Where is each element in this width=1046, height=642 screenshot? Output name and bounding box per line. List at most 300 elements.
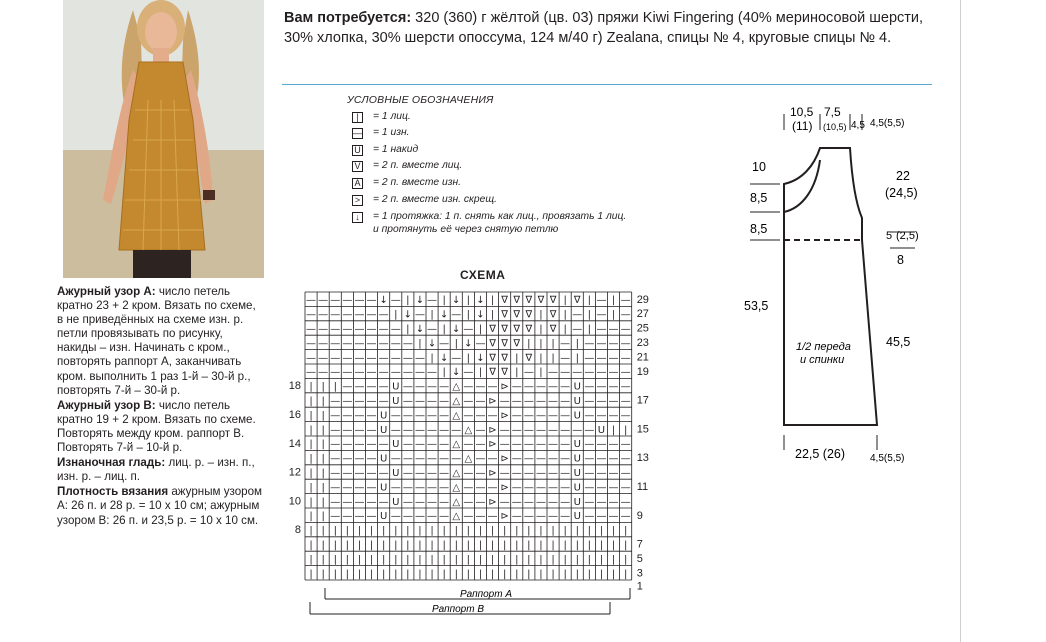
gauge-paragraph bbox=[57, 485, 263, 527]
chart-stitch: U bbox=[573, 410, 581, 422]
chart-stitch: | bbox=[442, 568, 446, 580]
chart-stitch: | bbox=[357, 554, 362, 566]
chart-stitch: — bbox=[414, 352, 425, 364]
chart-stitch: — bbox=[342, 511, 353, 523]
yarnover-symbol-icon: U bbox=[352, 145, 363, 156]
chart-stitch: — bbox=[378, 324, 389, 336]
chart-stitch: — bbox=[584, 381, 595, 393]
chart-stitch: — bbox=[414, 439, 425, 451]
chart-stitch: | bbox=[321, 453, 325, 465]
chart-stitch: — bbox=[439, 338, 450, 350]
chart-stitch: | bbox=[454, 338, 458, 350]
row-number: 14 bbox=[288, 437, 301, 450]
chart-stitch: | bbox=[563, 525, 567, 537]
chart-stitch: — bbox=[620, 338, 631, 350]
chart-stitch: — bbox=[330, 324, 341, 336]
chart-stitch: ∇ bbox=[525, 295, 533, 307]
chart-stitch: — bbox=[451, 352, 462, 364]
chart-stitch: — bbox=[330, 396, 341, 408]
chart-stitch: — bbox=[596, 511, 607, 523]
chart-stitch: | bbox=[309, 424, 313, 436]
chart-stitch: ↓ bbox=[379, 295, 388, 307]
chart-stitch: U bbox=[379, 511, 388, 523]
chart-stitch: — bbox=[427, 295, 438, 307]
chart-stitch: | bbox=[515, 525, 519, 537]
chart-stitch: | bbox=[611, 540, 616, 552]
chart-stitch: — bbox=[306, 309, 317, 321]
legend-text: = 1 изн. bbox=[373, 127, 410, 138]
chart-stitch: ↓ bbox=[439, 309, 449, 321]
purl-symbol-icon: — bbox=[353, 128, 362, 138]
chart-stitch: — bbox=[535, 482, 546, 494]
chart-stitch: | bbox=[309, 540, 313, 552]
chart-stitch: | bbox=[490, 309, 495, 321]
chart-stitch: | bbox=[406, 568, 410, 580]
chart-stitch: — bbox=[402, 453, 413, 465]
chart-stitch: — bbox=[354, 309, 365, 321]
chart-stitch: — bbox=[378, 338, 389, 350]
row-number: 10 bbox=[288, 495, 301, 508]
chart-stitch: — bbox=[342, 424, 353, 436]
chart-stitch: — bbox=[354, 511, 365, 523]
dim-bottom-2: 4,5(5,5) bbox=[870, 453, 905, 464]
chart-stitch: | bbox=[490, 295, 495, 307]
chart-stitch: | bbox=[599, 568, 604, 580]
row-number: 3 bbox=[636, 567, 643, 580]
repeat-b-label: Раппорт В bbox=[432, 604, 485, 615]
chart-stitch: ⊳ bbox=[488, 439, 497, 451]
chart-stitch: — bbox=[330, 309, 341, 321]
chart-stitch: | bbox=[539, 324, 543, 336]
chart-stitch: — bbox=[366, 352, 377, 364]
chart-stitch: — bbox=[439, 424, 450, 436]
chart-stitch: — bbox=[560, 453, 571, 465]
chart-stitch: — bbox=[487, 511, 498, 523]
chart-stitch: — bbox=[390, 410, 401, 422]
chart-stitch: — bbox=[439, 482, 450, 494]
chart-stitch: — bbox=[511, 468, 522, 480]
dim-left-85b: 8,5 bbox=[750, 222, 768, 236]
chart-stitch: — bbox=[584, 482, 595, 494]
chart-stitch: — bbox=[596, 439, 607, 451]
chart-stitch: — bbox=[390, 482, 401, 494]
chart-stitch: | bbox=[321, 396, 325, 408]
chart-stitch: | bbox=[381, 540, 386, 552]
p2tog-symbol-icon: A bbox=[352, 178, 363, 189]
chart-stitch: △ bbox=[452, 496, 461, 508]
chart-stitch: U bbox=[573, 511, 581, 523]
chart-stitch: — bbox=[608, 482, 619, 494]
row-number: 16 bbox=[288, 409, 301, 421]
chart-grid bbox=[305, 292, 632, 580]
chart-stitch: — bbox=[427, 511, 438, 523]
chart-stitch: — bbox=[463, 482, 474, 494]
chart-stitch: — bbox=[427, 496, 438, 508]
chart-stitch: — bbox=[342, 496, 353, 508]
chart-stitch: — bbox=[366, 295, 377, 307]
chart-stitch: — bbox=[523, 482, 534, 494]
chart-stitch: — bbox=[548, 424, 559, 436]
chart-stitch: ∇ bbox=[513, 324, 521, 336]
chart-stitch: — bbox=[366, 511, 377, 523]
chart-stitch: — bbox=[414, 367, 425, 379]
chart-stitch: — bbox=[463, 468, 474, 480]
chart-stitch: — bbox=[620, 367, 631, 379]
chart-stitch: | bbox=[321, 482, 325, 494]
chart-stitch: ↓ bbox=[427, 338, 437, 350]
chart-stitch: — bbox=[306, 367, 317, 379]
chart-stitch: — bbox=[572, 367, 583, 379]
chart-stitch: — bbox=[427, 439, 438, 451]
chart-stitch: — bbox=[342, 295, 353, 307]
pattern-b-paragraph bbox=[57, 399, 263, 455]
chart-stitch: — bbox=[439, 410, 450, 422]
chart-stitch: ∇ bbox=[501, 352, 509, 364]
chart-stitch: — bbox=[487, 482, 498, 494]
chart-stitch: | bbox=[454, 525, 458, 537]
chart-stitch: — bbox=[366, 381, 377, 393]
chart-stitch: ↓ bbox=[476, 352, 485, 364]
chart-stitch: — bbox=[354, 324, 365, 336]
chart-stitch: | bbox=[309, 396, 313, 408]
chart-stitch: | bbox=[539, 367, 543, 379]
chart-stitch: | bbox=[551, 554, 555, 566]
chart-stitch: — bbox=[584, 496, 595, 508]
chart-stitch: | bbox=[551, 525, 555, 537]
chart-stitch: — bbox=[596, 396, 607, 408]
chart-stitch: | bbox=[466, 525, 471, 537]
chart-stitch: | bbox=[357, 525, 362, 537]
chart-stitch: | bbox=[345, 554, 350, 566]
chart-stitch: ↓ bbox=[452, 295, 461, 307]
chart-stitch: — bbox=[475, 381, 486, 393]
chart-stitch: ⊳ bbox=[488, 396, 497, 408]
chart-stitch: — bbox=[596, 352, 607, 364]
chart-stitch: — bbox=[318, 367, 329, 379]
chart-stitch: — bbox=[596, 453, 607, 465]
chart-stitch: | bbox=[515, 352, 519, 364]
chart-stitch: ↓ bbox=[476, 295, 485, 307]
chart-stitch: — bbox=[608, 410, 619, 422]
chart-stitch: — bbox=[560, 396, 571, 408]
row-number: 12 bbox=[288, 466, 301, 479]
chart-stitch: | bbox=[539, 554, 543, 566]
chart-stitch: U bbox=[573, 496, 581, 508]
chart-stitch: — bbox=[318, 352, 329, 364]
diagram-label-1: 1/2 переда bbox=[796, 341, 851, 353]
chart-stitch: — bbox=[560, 424, 571, 436]
chart-stitch: — bbox=[354, 381, 365, 393]
chart-stitch: ∇ bbox=[537, 295, 545, 307]
chart-stitch: | bbox=[442, 554, 446, 566]
chart-stitch: — bbox=[523, 381, 534, 393]
chart-stitch: — bbox=[523, 511, 534, 523]
row-number: 11 bbox=[636, 481, 649, 493]
chart-stitch: — bbox=[439, 396, 450, 408]
chart-stitch: | bbox=[369, 554, 374, 566]
chart-stitch: — bbox=[390, 295, 401, 307]
chart-stitch: | bbox=[587, 525, 592, 537]
chart-stitch: — bbox=[511, 511, 522, 523]
chart-stitch: — bbox=[354, 439, 365, 451]
chart-stitch: | bbox=[430, 525, 434, 537]
chart-stitch: — bbox=[330, 367, 341, 379]
chart-stitch: — bbox=[608, 352, 619, 364]
chart-stitch: U bbox=[573, 439, 581, 451]
chart-stitch: — bbox=[475, 482, 486, 494]
legend-text-continued: и протянуть её через снятую петлю bbox=[373, 224, 559, 235]
chart-stitch: | bbox=[563, 554, 567, 566]
chart-stitch: — bbox=[584, 396, 595, 408]
chart-stitch: — bbox=[548, 482, 559, 494]
chart-stitch: | bbox=[309, 496, 313, 508]
chart-stitch: — bbox=[475, 424, 486, 436]
chart-stitch: — bbox=[402, 424, 413, 436]
chart-stitch: — bbox=[402, 439, 413, 451]
chart-stitch: | bbox=[466, 309, 471, 321]
chart-stitch: ⊳ bbox=[488, 424, 497, 436]
chart-stitch: △ bbox=[452, 482, 461, 494]
chart-stitch: | bbox=[502, 525, 507, 537]
chart-stitch: | bbox=[394, 309, 398, 321]
chart-stitch: — bbox=[463, 511, 474, 523]
chart-stitch: — bbox=[427, 381, 438, 393]
chart-stitch: — bbox=[523, 439, 534, 451]
chart-stitch: — bbox=[439, 453, 450, 465]
chart-stitch: — bbox=[523, 396, 534, 408]
chart-stitch: — bbox=[596, 367, 607, 379]
chart-stitch: | bbox=[623, 568, 628, 580]
chart-stitch: — bbox=[390, 424, 401, 436]
dim-bottom-1: 22,5 (26) bbox=[795, 447, 846, 461]
chart-stitch: — bbox=[584, 453, 595, 465]
pattern-a-label: Ажурный узор А: bbox=[57, 285, 156, 298]
chart-stitch: — bbox=[620, 324, 631, 336]
chart-stitch: — bbox=[318, 324, 329, 336]
chart-stitch: — bbox=[451, 309, 462, 321]
chart-stitch: | bbox=[539, 568, 543, 580]
chart-stitch: | bbox=[321, 424, 325, 436]
chart-stitch: | bbox=[381, 568, 386, 580]
row-number: 29 bbox=[636, 293, 649, 306]
chart-stitch: — bbox=[354, 352, 365, 364]
chart-stitch: | bbox=[357, 568, 362, 580]
chart-stitch: | bbox=[309, 482, 313, 494]
row-number: 17 bbox=[636, 394, 649, 407]
chart-stitch: — bbox=[584, 468, 595, 480]
chart-stitch: | bbox=[490, 554, 495, 566]
dim-top-2b: (10,5) bbox=[823, 122, 847, 132]
chart-stitch: — bbox=[306, 295, 317, 307]
chart-stitch: | bbox=[551, 338, 555, 350]
chart-stitch: — bbox=[378, 396, 389, 408]
chart-stitch: | bbox=[321, 525, 325, 537]
chart-stitch: — bbox=[584, 410, 595, 422]
chart-stitch: — bbox=[548, 410, 559, 422]
chart-stitch: — bbox=[402, 482, 413, 494]
chart-stitch: | bbox=[369, 525, 374, 537]
chart-stitch: — bbox=[414, 381, 425, 393]
chart-stitch: — bbox=[523, 367, 534, 379]
chart-stitch: | bbox=[611, 525, 616, 537]
chart-stitch: — bbox=[620, 468, 631, 480]
chart-stitch: — bbox=[390, 511, 401, 523]
knit-symbol-icon: | bbox=[352, 112, 363, 123]
chart-stitch: — bbox=[354, 482, 365, 494]
gauge-text: ажурным узором А: 26 п. и 28 р. = 10 х 10 см; ажурным узором В: 26 п. и 23,5 р. = 10 х 10 см. bbox=[57, 485, 263, 527]
chart-stitch: | bbox=[309, 568, 313, 580]
chart-stitch: U bbox=[379, 453, 388, 465]
chart-stitch: | bbox=[623, 540, 628, 552]
tunic-illustration bbox=[63, 0, 264, 278]
chart-stitch: | bbox=[575, 540, 579, 552]
chart-stitch: — bbox=[535, 439, 546, 451]
chart-stitch: | bbox=[381, 525, 386, 537]
chart-stitch: — bbox=[475, 410, 486, 422]
chart-stitch: | bbox=[599, 525, 604, 537]
row-number: 13 bbox=[636, 452, 649, 465]
chart-stitch: ∇ bbox=[573, 295, 581, 307]
chart-stitch: — bbox=[402, 396, 413, 408]
chart-stitch: — bbox=[427, 468, 438, 480]
chart-stitch: | bbox=[623, 525, 628, 537]
chart-stitch: — bbox=[366, 482, 377, 494]
chart-stitch: — bbox=[560, 496, 571, 508]
chart-stitch: — bbox=[366, 309, 377, 321]
chart-stitch: — bbox=[402, 511, 413, 523]
chart-stitch: — bbox=[608, 496, 619, 508]
chart-stitch: — bbox=[584, 439, 595, 451]
chart-stitch: | bbox=[309, 439, 313, 451]
chart-stitch: — bbox=[402, 352, 413, 364]
chart-stitch: — bbox=[608, 439, 619, 451]
chart-stitch: — bbox=[572, 424, 583, 436]
chart-stitch: — bbox=[620, 309, 631, 321]
chart-stitch: — bbox=[366, 453, 377, 465]
chart-stitch: U bbox=[573, 381, 581, 393]
chart-stitch: — bbox=[560, 352, 571, 364]
chart-stitch: — bbox=[608, 453, 619, 465]
chart-stitch: — bbox=[342, 338, 353, 350]
chart-stitch: | bbox=[478, 324, 483, 336]
chart-stitch: — bbox=[402, 367, 413, 379]
chart-stitch: — bbox=[487, 381, 498, 393]
chart-stitch: — bbox=[366, 410, 377, 422]
chart-stitch: — bbox=[475, 468, 486, 480]
chart-stitch: — bbox=[427, 453, 438, 465]
chart-stitch: | bbox=[563, 295, 567, 307]
row-number: 19 bbox=[636, 365, 649, 378]
chart-stitch: | bbox=[587, 324, 592, 336]
chart-stitch: | bbox=[369, 540, 374, 552]
chart-stitch: | bbox=[321, 554, 325, 566]
chart-stitch: — bbox=[535, 410, 546, 422]
chart-stitch: — bbox=[342, 309, 353, 321]
chart-stitch: — bbox=[330, 439, 341, 451]
chart-stitch: — bbox=[330, 424, 341, 436]
chart-stitch: — bbox=[487, 453, 498, 465]
chart-stitch: U bbox=[379, 410, 388, 422]
chart-stitch: | bbox=[539, 352, 543, 364]
chart-stitch: U bbox=[573, 482, 581, 494]
chart-stitch: | bbox=[418, 338, 422, 350]
dim-top-1b: (11) bbox=[792, 119, 813, 133]
chart-stitch: | bbox=[587, 554, 592, 566]
diagram-label-2: и спинки bbox=[800, 354, 845, 366]
chart-stitch: | bbox=[309, 410, 313, 422]
chart-stitch: U bbox=[392, 381, 400, 393]
chart-stitch: | bbox=[478, 525, 483, 537]
chart-stitch: — bbox=[523, 453, 534, 465]
chart-stitch: | bbox=[478, 367, 483, 379]
chart-stitch: ↓ bbox=[439, 352, 449, 364]
chart-stitch: | bbox=[490, 525, 495, 537]
chart-stitch: ∇ bbox=[513, 309, 521, 321]
chart-stitch: — bbox=[560, 468, 571, 480]
chart-stitch: | bbox=[587, 295, 592, 307]
chart-stitch: — bbox=[439, 439, 450, 451]
chart-stitch: — bbox=[608, 324, 619, 336]
chart-stitch: | bbox=[381, 554, 386, 566]
chart-stitch: — bbox=[366, 496, 377, 508]
chart-stitch: — bbox=[330, 468, 341, 480]
chart-stitch: | bbox=[527, 554, 531, 566]
chart-stitch: | bbox=[309, 468, 313, 480]
chart-stitch: — bbox=[560, 439, 571, 451]
chart-stitch: | bbox=[515, 568, 519, 580]
chart-stitch: — bbox=[366, 468, 377, 480]
chart-stitch: — bbox=[414, 396, 425, 408]
chart-stitch: — bbox=[535, 424, 546, 436]
chart-stitch: ↓ bbox=[464, 338, 473, 350]
chart-stitch: | bbox=[466, 295, 471, 307]
chart-stitch: | bbox=[611, 424, 616, 436]
chart-stitch: | bbox=[466, 568, 471, 580]
chart-stitch: — bbox=[451, 424, 462, 436]
chart-stitch: — bbox=[378, 309, 389, 321]
chart-stitch: ↓ bbox=[415, 324, 425, 336]
legend-text: = 1 накид bbox=[373, 144, 419, 155]
chart-stitch: ⊳ bbox=[500, 410, 509, 422]
chart-stitch: — bbox=[548, 511, 559, 523]
chart-stitch: | bbox=[502, 540, 507, 552]
chart-stitch: — bbox=[378, 496, 389, 508]
chart-stitch: — bbox=[608, 367, 619, 379]
row-number: 7 bbox=[636, 538, 643, 551]
chart-stitch: | bbox=[321, 511, 325, 523]
chart-stitch: | bbox=[454, 554, 458, 566]
chart-stitch: | bbox=[563, 309, 567, 321]
chart-stitch: | bbox=[406, 295, 410, 307]
dim-right-5: 5 bbox=[886, 230, 893, 242]
chart-stitch: ⊳ bbox=[500, 482, 509, 494]
chart-stitch: — bbox=[463, 381, 474, 393]
chart-stitch: — bbox=[596, 496, 607, 508]
chart-stitch: | bbox=[345, 568, 350, 580]
chart-stitch: — bbox=[596, 381, 607, 393]
chart-stitch: — bbox=[342, 482, 353, 494]
chart-stitch: | bbox=[515, 540, 519, 552]
chart-stitch: — bbox=[463, 324, 474, 336]
chart-stitch: | bbox=[406, 525, 410, 537]
chart-stitch: — bbox=[523, 496, 534, 508]
chart-stitch: — bbox=[620, 439, 631, 451]
chart-stitch: — bbox=[342, 381, 353, 393]
pattern-a-paragraph bbox=[57, 285, 263, 398]
chart-stitch: | bbox=[345, 540, 350, 552]
chart-stitch: | bbox=[321, 540, 325, 552]
chart-stitch: ∇ bbox=[501, 324, 509, 336]
